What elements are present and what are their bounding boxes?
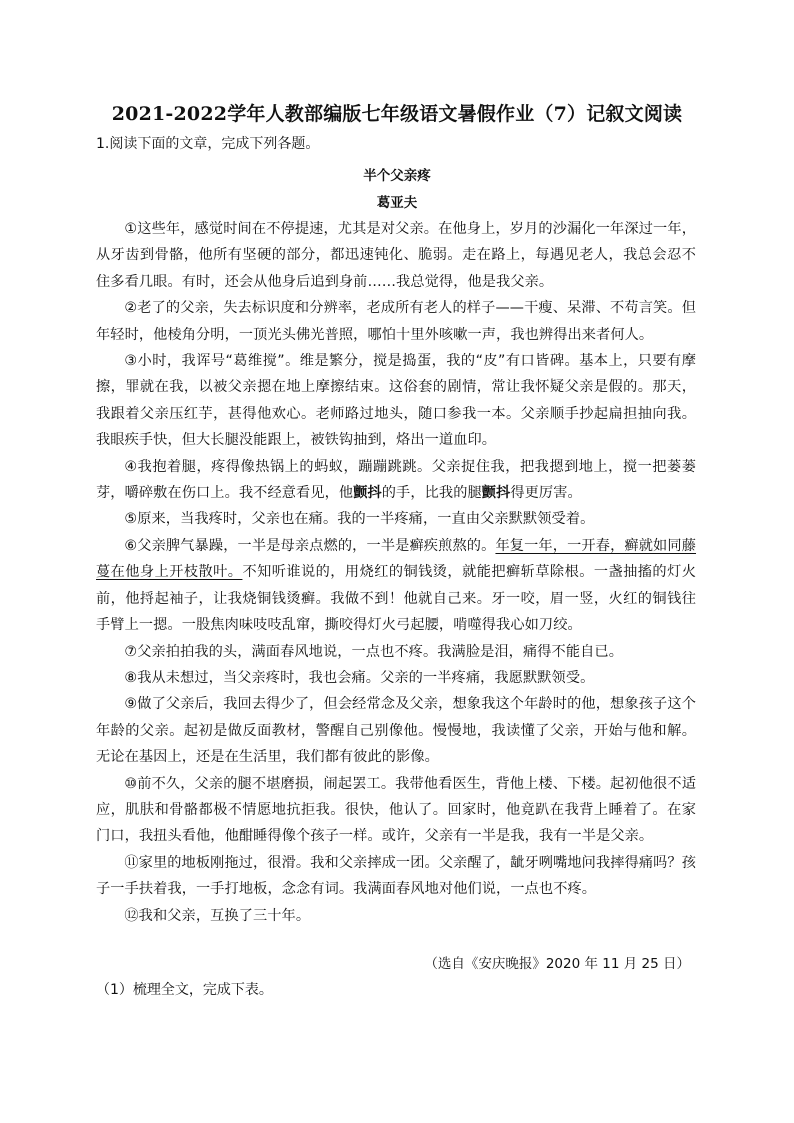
article-paragraph xyxy=(96,850,696,903)
article-paragraph xyxy=(96,533,696,639)
article-paragraph xyxy=(96,506,696,532)
article-source: （选自《安庆晚报》2020 年 11 月 25 日） xyxy=(424,956,690,972)
paragraph-text: ⑤原来，当我疼时，父亲也在痛。我的一半疼痛，一直由父亲默默领受着。 xyxy=(124,511,595,528)
article-paragraph xyxy=(96,454,696,507)
paragraph-text: ③小时，我诨号“葛维搅”。维是繁分，搅是捣蛋，我的“皮”有口皆碑。基本上，只要有摩擦，罪就在我，以被父亲摁在地上摩擦结束。这俗套的剧情，常让我怀疑父亲是假的。那天，我跟着父亲压红芋，甚得他欢心。老师路过地头，随口参我一本。父亲顺手抄起扁担抽向我。我眼疾手快，但大长腿没能跟上，被铁钩抽到，烙出一道血印。 xyxy=(96,353,696,449)
sub-question: （1）梳理全文，完成下表。 xyxy=(96,982,273,998)
paragraph-text: ④我抱着腿，疼得像热锅上的蚂蚁，蹦蹦跳跳。父亲捉住我，把我摁到地上，搅一把蒌蒌芽，嚼碎敷在伤口上。我不经意看见，他 xyxy=(96,458,696,502)
paragraph-text: 不知听谁说的，用烧红的铜钱烫，就能把癣斩草除根。一盏抽搐的灯火前，他捋起袖子，让我烧铜钱烫癣。我做不到！他就自己来。牙一咬，眉一竖，火红的铜钱往手臂上一摁。一股焦肉味吱吱乱窜，撕咬得灯火弓起腰，啃噬得我心如刀绞。 xyxy=(96,564,696,634)
underlined-sentence: 年复一年，一开春，癣就如同藤蔓在他身上开枝散叶。 xyxy=(96,537,697,581)
article-paragraph xyxy=(96,216,696,295)
article-title: 半个父亲疼 xyxy=(363,168,431,184)
paragraph-text: 的手，比我的腿 xyxy=(381,485,482,502)
paragraph-text: ⑥父亲脾气暴躁，一半是母亲点燃的，一半是癣疾煎熬的。 xyxy=(124,537,496,554)
article-paragraph xyxy=(96,348,696,454)
paragraph-text: 得更厉害。 xyxy=(510,485,582,502)
article-paragraph xyxy=(96,665,696,691)
emphasized-word: 颤抖 xyxy=(353,485,382,502)
article-paragraph xyxy=(96,903,696,929)
article-body xyxy=(96,216,696,929)
paragraph-text: ①这些年，感觉时间在不停提速，尤其是对父亲。在他身上，岁月的沙漏化一年深过一年，从牙齿到骨骼，他所有坚硬的部分，都迅速钝化、脆弱。走在路上，每遇见老人，我总会忍不住多看几眼。有时，还会从他身后追到身前……我总觉得，他是我父亲。 xyxy=(96,221,696,290)
question-prompt: 1.阅读下面的文章，完成下列各题。 xyxy=(96,136,320,152)
article-paragraph xyxy=(96,639,696,665)
article-paragraph xyxy=(96,691,696,770)
paragraph-text: ⑧我从未想过，当父亲疼时，我也会痛。父亲的一半疼痛，我愿默默领受。 xyxy=(124,669,595,686)
paragraph-text: ⑨做了父亲后，我回去得少了，但会经常念及父亲，想象我这个年龄时的他，想象孩子这个年龄的父亲。起初是做反面教材，警醒自己别像他。慢慢地，我读懂了父亲，开始与他和解。无论在基因上，还是在生活里，我们都有彼此的影像。 xyxy=(96,696,696,766)
paragraph-text: ②老了的父亲，失去标识度和分辨率，老成所有老人的样子——干瘦、呆滞、不苟言笑。但年轻时，他棱角分明，一顶光头佛光普照，哪怕十里外咳嗽一声，我也辨得出来者何人。 xyxy=(96,300,696,343)
article-author: 葛亚夫 xyxy=(376,195,418,211)
paragraph-text: ⑦父亲拍拍我的头，满面春风地说，一点也不疼。我满脸是泪，痛得不能自已。 xyxy=(124,643,623,660)
article-paragraph xyxy=(96,295,696,348)
document-title: 2021-2022学年人教部编版七年级语文暑假作业（7）记叙文阅读 xyxy=(111,103,683,125)
emphasized-word: 颤抖 xyxy=(481,485,511,502)
paragraph-text: ⑩前不久，父亲的腿不堪磨损，闹起罢工。我带他看医生，背他上楼、下楼。起初他很不适应，肌肤和骨骼都极不情愿地抗拒我。很快，他认了。回家时，他竟趴在我背上睡着了。在家门口，我扭头看他，他酣睡得像个孩子一样。或许，父亲有一半是我，我有一半是父亲。 xyxy=(96,775,696,845)
paragraph-text: ⑪家里的地板刚拖过，很滑。我和父亲摔成一团。父亲醒了，龇牙咧嘴地问我摔得痛吗？孩子一手扶着我，一手打地板，念念有词。我满面春风地对他们说，一点也不疼。 xyxy=(96,854,696,898)
article-paragraph xyxy=(96,771,696,850)
paragraph-text: ⑫我和父亲，互换了三十年。 xyxy=(124,907,311,924)
